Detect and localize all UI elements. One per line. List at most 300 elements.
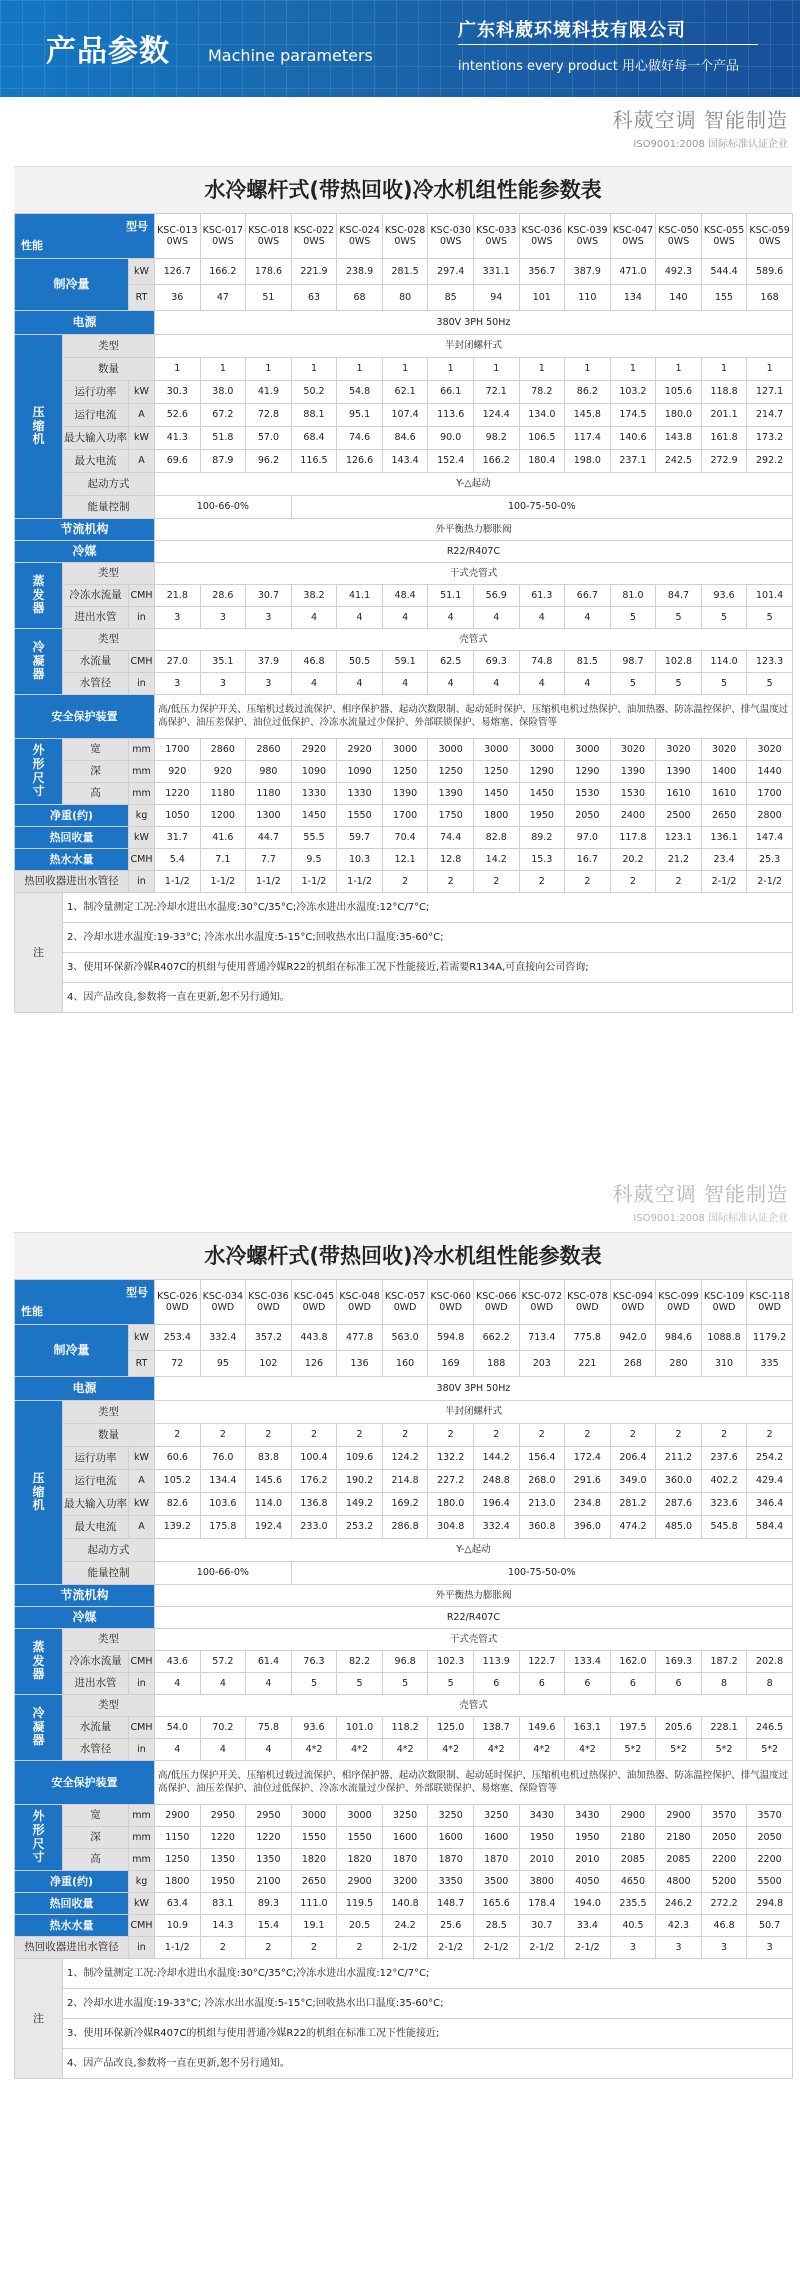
compressor-value: 429.4 (747, 1470, 793, 1493)
dimension-unit: mm (129, 1849, 155, 1871)
vertical-label: 外形尺寸 (32, 742, 45, 799)
compressor-value: 180.0 (656, 404, 702, 427)
compressor-value: 74.6 (337, 427, 383, 450)
note-item: 1、制冷量测定工况:冷却水进出水温度:30°C/35°C;冷冻水进出水温度:12°C/7°C; (63, 893, 793, 923)
net-weight-value: 1700 (382, 805, 428, 827)
condenser-pipe-value: 4*2 (473, 1739, 519, 1761)
model-label: 型号 (126, 220, 149, 233)
compressor-value: 103.6 (200, 1493, 246, 1516)
dimension-value: 2180 (656, 1827, 702, 1849)
evaporator-flow-value: 187.2 (701, 1651, 747, 1673)
compressor-value: 237.6 (701, 1447, 747, 1470)
net-weight-value: 2500 (656, 805, 702, 827)
recovery-pipe-value: 3 (701, 1937, 747, 1959)
compressor-value: 114.0 (246, 1493, 292, 1516)
dimension-value: 1820 (337, 1849, 383, 1871)
compressor-value: 109.6 (337, 1447, 383, 1470)
header-banner (0, 0, 800, 97)
condenser-pipe-value: 5 (656, 673, 702, 695)
compressor-value: 584.4 (747, 1516, 793, 1539)
recovery-pipe-unit: in (129, 1937, 155, 1959)
condenser-flow-value: 37.9 (246, 651, 292, 673)
hot-water-flow-unit: CMH (129, 849, 155, 871)
compressor-label (15, 1401, 63, 1585)
evaporator-pipe-value: 4 (246, 1673, 292, 1695)
condenser-flow-value: 81.5 (565, 651, 611, 673)
evaporator-flow-value: 84.7 (656, 585, 702, 607)
cooling-rt-value: 310 (701, 1351, 747, 1377)
compressor-value: 124.2 (382, 1447, 428, 1470)
compressor-value: 84.6 (382, 427, 428, 450)
dimension-value: 3020 (747, 739, 793, 761)
net-weight-label: 净重(约) (15, 1871, 129, 1893)
energy-control-value-b: 100-75-50-0% (291, 1562, 792, 1585)
hot-water-flow-value: 9.5 (291, 849, 337, 871)
dimension-value: 1250 (155, 1849, 201, 1871)
compressor-row-label: 运行电流 (63, 1470, 129, 1493)
notes-label: 注 (15, 1959, 63, 2079)
model-header: KSC-0170WS (200, 214, 246, 259)
dimension-row-label: 深 (63, 1827, 129, 1849)
energy-control-label: 能量控制 (63, 1562, 155, 1585)
brand-name: 科葳空调 智能制造 (612, 1182, 788, 1206)
net-weight-unit: kg (129, 805, 155, 827)
hot-water-flow-value: 24.2 (382, 1915, 428, 1937)
recovery-pipe-value: 1-1/2 (155, 1937, 201, 1959)
compressor-value: 198.0 (565, 450, 611, 473)
condenser-pipe-value: 4*2 (428, 1739, 474, 1761)
brand-mark-watermark (613, 1178, 788, 1224)
model-label: 型号 (126, 1286, 149, 1299)
evaporator-pipe-value: 4 (382, 607, 428, 629)
dimension-row-label: 宽 (63, 1805, 129, 1827)
compressor-value: 152.4 (428, 450, 474, 473)
condenser-flow-unit: CMH (129, 1717, 155, 1739)
evaporator-pipe-value: 5 (428, 1673, 474, 1695)
dimension-unit: mm (129, 783, 155, 805)
cooling-kw-value: 253.4 (155, 1325, 201, 1351)
compressor-value: 169.2 (382, 1493, 428, 1516)
dimension-value: 980 (246, 761, 292, 783)
compressor-value: 1 (246, 358, 292, 381)
net-weight-value: 3200 (382, 1871, 428, 1893)
compressor-value: 272.9 (701, 450, 747, 473)
evaporator-pipe-value: 4 (155, 1673, 201, 1695)
condenser-flow-value: 118.2 (382, 1717, 428, 1739)
cooling-kw-value: 492.3 (656, 259, 702, 285)
cooling-kw-value: 589.6 (747, 259, 793, 285)
hot-water-flow-value: 21.2 (656, 849, 702, 871)
note-item: 1、制冷量测定工况:冷却水进出水温度:30°C/35°C;冷冻水进出水温度:12°C/7°C; (63, 1959, 793, 1989)
cooling-kw-value: 126.7 (155, 259, 201, 285)
evaporator-flow-value: 66.7 (565, 585, 611, 607)
unit-kw: kW (129, 259, 155, 285)
compressor-value: 166.2 (473, 450, 519, 473)
hot-water-flow-value: 10.9 (155, 1915, 201, 1937)
compressor-value: 174.5 (610, 404, 656, 427)
cooling-kw-value: 331.1 (473, 259, 519, 285)
model-header: KSC-0570WD (382, 1280, 428, 1325)
start-method-value: Y-△起动 (155, 473, 793, 496)
compressor-value: 1 (565, 358, 611, 381)
dimension-value: 2085 (656, 1849, 702, 1871)
evaporator-flow-value: 122.7 (519, 1651, 565, 1673)
compressor-value: 113.6 (428, 404, 474, 427)
dimension-value: 1180 (246, 783, 292, 805)
condenser-flow-value: 69.3 (473, 651, 519, 673)
recovery-pipe-value: 1-1/2 (155, 871, 201, 893)
compressor-row-unit: A (129, 1470, 155, 1493)
dimension-value: 3430 (519, 1805, 565, 1827)
condenser-pipe-value: 4 (337, 673, 383, 695)
heat-recovery-value: 74.4 (428, 827, 474, 849)
compressor-value: 117.4 (565, 427, 611, 450)
condenser-type-label: 类型 (63, 1695, 155, 1717)
dimension-value: 1550 (337, 1827, 383, 1849)
condenser-pipe-value: 5*2 (701, 1739, 747, 1761)
evaporator-type-value: 干式壳管式 (155, 1629, 793, 1651)
unit-kw: kW (129, 1325, 155, 1351)
condenser-flow-value: 205.6 (656, 1717, 702, 1739)
model-header: KSC-0240WS (337, 214, 383, 259)
compressor-row-label: 最大电流 (63, 1516, 129, 1539)
vertical-label: 冷凝器 (32, 1705, 45, 1748)
dimension-value: 1250 (473, 761, 519, 783)
evaporator-pipe-value: 6 (519, 1673, 565, 1695)
compressor-value: 1 (519, 358, 565, 381)
hot-water-flow-value: 14.3 (200, 1915, 246, 1937)
net-weight-value: 3500 (473, 1871, 519, 1893)
compressor-value: 161.8 (701, 427, 747, 450)
compressor-value: 116.5 (291, 450, 337, 473)
compressor-type-label: 类型 (63, 1401, 155, 1424)
heat-recovery-value: 148.7 (428, 1893, 474, 1915)
compressor-value: 254.2 (747, 1447, 793, 1470)
condenser-flow-value: 50.5 (337, 651, 383, 673)
evaporator-pipe-value: 5 (747, 607, 793, 629)
compressor-value: 173.2 (747, 427, 793, 450)
dimension-unit: mm (129, 1805, 155, 1827)
compressor-value: 83.8 (246, 1447, 292, 1470)
evaporator-flow-label: 冷冻水流量 (63, 1651, 129, 1673)
compressor-value: 72.1 (473, 381, 519, 404)
compressor-value: 201.1 (701, 404, 747, 427)
vertical-label: 冷凝器 (32, 639, 45, 682)
evaporator-pipe-value: 3 (200, 607, 246, 629)
cooling-rt-value: 169 (428, 1351, 474, 1377)
hot-water-flow-value: 16.7 (565, 849, 611, 871)
compressor-value: 96.2 (246, 450, 292, 473)
dimension-value: 2180 (610, 1827, 656, 1849)
evaporator-pipe-value: 5 (291, 1673, 337, 1695)
condenser-pipe-value: 5*2 (610, 1739, 656, 1761)
cooling-kw-value: 238.9 (337, 259, 383, 285)
recovery-pipe-value: 2 (337, 1937, 383, 1959)
compressor-value: 545.8 (701, 1516, 747, 1539)
compressor-value: 126.6 (337, 450, 383, 473)
dimension-value: 1600 (473, 1827, 519, 1849)
compressor-value: 105.2 (155, 1470, 201, 1493)
compressor-value: 1 (428, 358, 474, 381)
compressor-value: 1 (382, 358, 428, 381)
heat-recovery-value: 89.3 (246, 1893, 292, 1915)
note-item: 3、使用环保新冷媒R407C的机组与使用普通冷媒R22的机组在标准工况下性能接近; (63, 2019, 793, 2049)
cooling-rt-value: 134 (610, 285, 656, 311)
dimension-value: 1350 (246, 1849, 292, 1871)
condenser-pipe-value: 3 (155, 673, 201, 695)
cooling-rt-value: 335 (747, 1351, 793, 1377)
evaporator-flow-value: 101.4 (747, 585, 793, 607)
dimension-value: 1290 (519, 761, 565, 783)
start-method-label: 起动方式 (63, 1539, 155, 1562)
compressor-value: 2 (200, 1424, 246, 1447)
dimension-value: 3250 (473, 1805, 519, 1827)
evaporator-flow-value: 56.9 (473, 585, 519, 607)
heat-recovery-value: 123.1 (656, 827, 702, 849)
hot-water-flow-value: 30.7 (519, 1915, 565, 1937)
evaporator-pipe-value: 3 (155, 607, 201, 629)
evaporator-flow-value: 113.9 (473, 1651, 519, 1673)
condenser-flow-value: 59.1 (382, 651, 428, 673)
dimension-value: 2010 (565, 1849, 611, 1871)
model-header: KSC-0660WD (473, 1280, 519, 1325)
compressor-value: 67.2 (200, 404, 246, 427)
condenser-flow-value: 101.0 (337, 1717, 383, 1739)
compressor-value: 86.2 (565, 381, 611, 404)
dimension-value: 3250 (382, 1805, 428, 1827)
dimension-value: 1220 (200, 1827, 246, 1849)
condenser-pipe-unit: in (129, 673, 155, 695)
compressor-value: 175.8 (200, 1516, 246, 1539)
net-weight-value: 1300 (246, 805, 292, 827)
page-title: 产品参数 (46, 34, 170, 69)
net-weight-value: 4800 (656, 1871, 702, 1893)
heat-recovery-value: 82.8 (473, 827, 519, 849)
condenser-flow-value: 35.1 (200, 651, 246, 673)
condenser-pipe-value: 4 (246, 1739, 292, 1761)
dimension-value: 1090 (337, 761, 383, 783)
compressor-value: 118.8 (701, 381, 747, 404)
recovery-pipe-unit: in (129, 871, 155, 893)
compressor-value: 136.8 (291, 1493, 337, 1516)
recovery-pipe-value: 2-1/2 (701, 871, 747, 893)
compressor-value: 139.2 (155, 1516, 201, 1539)
vertical-label: 外形尺寸 (32, 1808, 45, 1865)
dimension-value: 2920 (291, 739, 337, 761)
condenser-type-value: 壳管式 (155, 629, 793, 651)
compressor-value: 2 (701, 1424, 747, 1447)
cooling-rt-value: 102 (246, 1351, 292, 1377)
net-weight-value: 2050 (565, 805, 611, 827)
evaporator-flow-value: 82.2 (337, 1651, 383, 1673)
evaporator-flow-value: 28.6 (200, 585, 246, 607)
vertical-label: 蒸发器 (32, 573, 45, 616)
dimension-value: 1440 (747, 761, 793, 783)
cooling-rt-value: 140 (656, 285, 702, 311)
recovery-pipe-value: 1-1/2 (291, 871, 337, 893)
hot-water-flow-value: 14.2 (473, 849, 519, 871)
evaporator-label (15, 563, 63, 629)
heat-recovery-value: 55.5 (291, 827, 337, 849)
cooling-kw-value: 357.2 (246, 1325, 292, 1351)
compressor-value: 172.4 (565, 1447, 611, 1470)
heat-recovery-label: 热回收量 (15, 1893, 129, 1915)
cooling-rt-value: 47 (200, 285, 246, 311)
note-item: 2、冷却水进水温度:19-33°C; 冷冻水出水温度:5-15°C;回收热水出口温度:35-60°C; (63, 923, 793, 953)
condenser-pipe-value: 5 (701, 673, 747, 695)
dimension-value: 2860 (246, 739, 292, 761)
cooling-kw-value: 356.7 (519, 259, 565, 285)
power-supply-value: 380V 3PH 50Hz (155, 1377, 793, 1401)
notes-label: 注 (15, 893, 63, 1013)
recovery-pipe-value: 2-1/2 (565, 1937, 611, 1959)
net-weight-value: 1950 (200, 1871, 246, 1893)
cooling-rt-value: 188 (473, 1351, 519, 1377)
heat-recovery-value: 83.1 (200, 1893, 246, 1915)
evaporator-pipe-value: 5 (656, 607, 702, 629)
compressor-value: 140.6 (610, 427, 656, 450)
net-weight-value: 2650 (701, 805, 747, 827)
power-supply-label: 电源 (15, 311, 155, 335)
dimension-value: 1950 (519, 1827, 565, 1849)
compressor-row-label: 运行电流 (63, 404, 129, 427)
model-header: KSC-0450WD (291, 1280, 337, 1325)
refrigerant-value: R22/R407C (155, 541, 793, 563)
model-header: KSC-0130WS (155, 214, 201, 259)
evaporator-flow-value: 169.3 (656, 1651, 702, 1673)
compressor-value: 103.2 (610, 381, 656, 404)
net-weight-value: 2900 (337, 1871, 383, 1893)
evaporator-flow-value: 202.8 (747, 1651, 793, 1673)
compressor-value: 134.4 (200, 1470, 246, 1493)
compressor-value: 196.4 (473, 1493, 519, 1516)
cooling-rt-value: 85 (428, 285, 474, 311)
cooling-kw-value: 544.4 (701, 259, 747, 285)
hot-water-flow-value: 15.4 (246, 1915, 292, 1937)
compressor-value: 237.1 (610, 450, 656, 473)
condenser-pipe-value: 4 (382, 673, 428, 695)
condenser-flow-value: 123.3 (747, 651, 793, 673)
unit-rt: RT (129, 1351, 155, 1377)
heat-recovery-unit: kW (129, 1893, 155, 1915)
hot-water-flow-value: 25.6 (428, 1915, 474, 1937)
compressor-value: 2 (382, 1424, 428, 1447)
compressor-row-label: 最大输入功率 (63, 427, 129, 450)
net-weight-label: 净重(约) (15, 805, 129, 827)
heat-recovery-value: 97.0 (565, 827, 611, 849)
cooling-kw-value: 221.9 (291, 259, 337, 285)
evaporator-pipe-value: 3 (246, 607, 292, 629)
compressor-row-label: 运行功率 (63, 1447, 129, 1470)
power-supply-value: 380V 3PH 50Hz (155, 311, 793, 335)
compressor-value: 149.2 (337, 1493, 383, 1516)
dimension-row-label: 高 (63, 1849, 129, 1871)
heat-recovery-value: 119.5 (337, 1893, 383, 1915)
compressor-value: 227.2 (428, 1470, 474, 1493)
recovery-pipe-label: 热回收器进出水管径 (15, 1937, 129, 1959)
company-name: 广东科葳环境科技有限公司 (458, 20, 686, 41)
compressor-row-unit: kW (129, 381, 155, 404)
compressor-value: 57.0 (246, 427, 292, 450)
compressor-value: 127.1 (747, 381, 793, 404)
dimension-value: 1330 (291, 783, 337, 805)
dimension-value: 3000 (565, 739, 611, 761)
dimension-value: 3020 (701, 739, 747, 761)
compressor-value: 72.8 (246, 404, 292, 427)
power-supply-label: 电源 (15, 1377, 155, 1401)
dimension-unit: mm (129, 1827, 155, 1849)
cooling-rt-value: 110 (565, 285, 611, 311)
compressor-value: 51.8 (200, 427, 246, 450)
condenser-flow-value: 98.7 (610, 651, 656, 673)
refrigerant-label: 冷媒 (15, 541, 155, 563)
recovery-pipe-value: 2 (565, 871, 611, 893)
net-weight-value: 1450 (291, 805, 337, 827)
dimension-value: 1400 (701, 761, 747, 783)
safety-label: 安全保护装置 (15, 1761, 155, 1805)
net-weight-value: 1050 (155, 805, 201, 827)
net-weight-value: 4050 (565, 1871, 611, 1893)
heat-recovery-value: 246.2 (656, 1893, 702, 1915)
model-header: KSC-0360WS (519, 214, 565, 259)
condenser-flow-value: 138.7 (473, 1717, 519, 1739)
net-weight-value: 3350 (428, 1871, 474, 1893)
dimension-value: 920 (200, 761, 246, 783)
dimension-value: 2085 (610, 1849, 656, 1871)
evaporator-pipe-unit: in (129, 607, 155, 629)
dimensions-label (15, 1805, 63, 1871)
cooling-rt-value: 68 (337, 285, 383, 311)
model-header: KSC-0990WD (656, 1280, 702, 1325)
evaporator-flow-value: 38.2 (291, 585, 337, 607)
recovery-pipe-value: 2 (610, 871, 656, 893)
condenser-pipe-value: 4*2 (291, 1739, 337, 1761)
model-header: KSC-0180WS (246, 214, 292, 259)
condenser-label (15, 629, 63, 695)
compressor-value: 60.6 (155, 1447, 201, 1470)
compressor-value: 41.3 (155, 427, 201, 450)
hot-water-flow-value: 15.3 (519, 849, 565, 871)
compressor-value: 214.7 (747, 404, 793, 427)
model-header: KSC-0780WD (565, 1280, 611, 1325)
compressor-value: 54.8 (337, 381, 383, 404)
cooling-rt-value: 155 (701, 285, 747, 311)
spec-table (14, 1279, 793, 2079)
compressor-value: 180.0 (428, 1493, 474, 1516)
condenser-pipe-unit: in (129, 1739, 155, 1761)
compressor-row-unit: A (129, 404, 155, 427)
note-item: 2、冷却水进水温度:19-33°C; 冷冻水出水温度:5-15°C;回收热水出口温度:35-60°C; (63, 1989, 793, 2019)
condenser-pipe-value: 4*2 (565, 1739, 611, 1761)
model-header: KSC-0470WS (610, 214, 656, 259)
page-subtitle: Machine parameters (208, 46, 373, 65)
evaporator-pipe-value: 4 (565, 607, 611, 629)
compressor-row-unit: A (129, 1516, 155, 1539)
evaporator-flow-unit: CMH (129, 1651, 155, 1673)
cooling-kw-value: 594.8 (428, 1325, 474, 1351)
cooling-rt-value: 63 (291, 285, 337, 311)
heat-recovery-value: 31.7 (155, 827, 201, 849)
compressor-value: 2 (155, 1424, 201, 1447)
safety-value: 高/低压力保护开关、压缩机过载过流保护、相序保护器、起动次数限制、起动延时保护、压缩机电机过热保护、油加热器、防冻温控保护、排气温度过高保护、油压差保护、油位过低保护、冷冻水流量过少保护、外部联锁保护、易熔塞、保险管等 (155, 1761, 793, 1805)
condenser-flow-label: 水流量 (63, 1717, 129, 1739)
compressor-value: 1 (473, 358, 519, 381)
evaporator-flow-value: 81.0 (610, 585, 656, 607)
cooling-rt-value: 221 (565, 1351, 611, 1377)
net-weight-value: 2800 (747, 805, 793, 827)
hot-water-flow-value: 42.3 (656, 1915, 702, 1937)
evaporator-pipe-unit: in (129, 1673, 155, 1695)
